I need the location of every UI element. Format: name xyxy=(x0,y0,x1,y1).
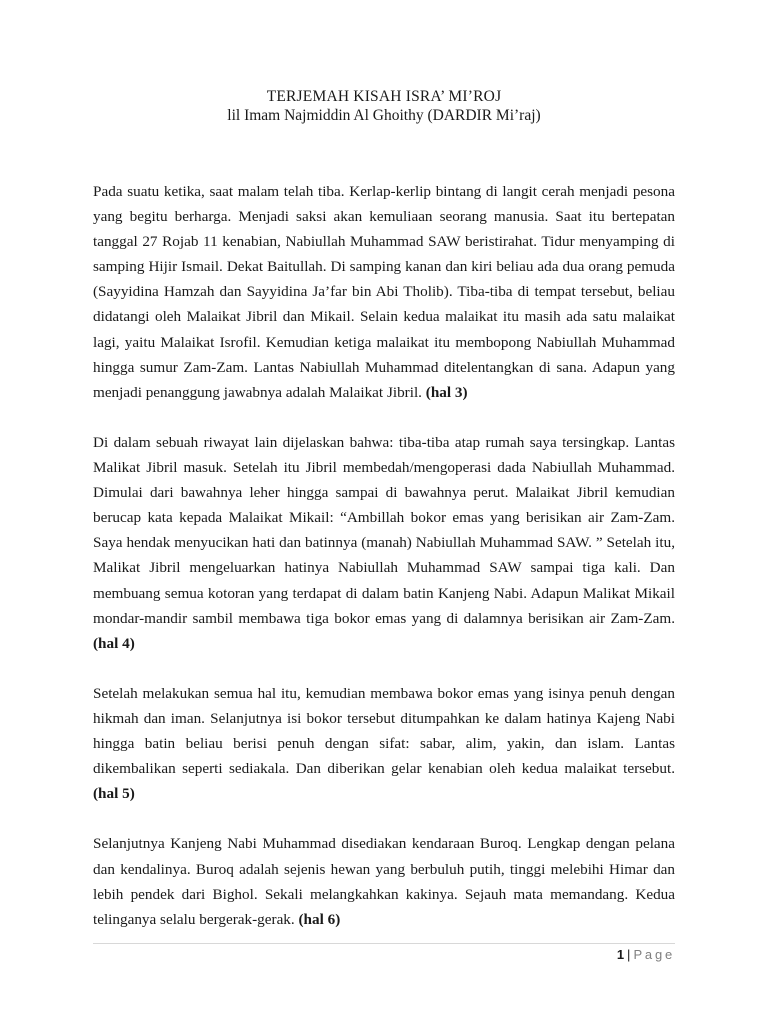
footer-separator: | xyxy=(627,947,631,962)
paragraph xyxy=(93,681,675,806)
page-label: Page xyxy=(633,947,675,962)
paragraph xyxy=(93,179,675,405)
page-reference: (hal 5) xyxy=(93,785,135,803)
paragraph-text: Pada suatu ketika, saat malam telah tiba. Kerlap-kerlip bintang di langit cerah menjadi pesona yang begitu berharga. Menjadi saksi akan kemuliaan seorang manusia. Saat itu bertepatan tanggal 27 Rojab 11 kenabian, Nabiullah Muhammad SAW beristirahat. Tidur menyamping di samping Hijir Ismail. Dekat Baitullah. Di samping kanan dan kiri beliau ada dua orang pemuda (Sayyidina Hamzah dan Sayyidina Ja’far bin Abi Tholib). Tiba-tiba di tempat tersebut, beliau didatangi oleh Malaikat Jibril dan Mikail. Selain kedua malaikat itu masih ada satu malaikat lagi, yaitu Malaikat Isrofil. Kemudian ketiga malaikat itu membopong Nabiullah Muhammad hingga sumur Zam-Zam. Lantas Nabiullah Muhammad ditelentangkan di sana. Adapun yang menjadi penanggung jawabnya adalah Malaikat Jibril. xyxy=(93,183,675,401)
page-number: 1 xyxy=(616,947,625,962)
page-reference: (hal 3) xyxy=(425,383,468,401)
page-footer xyxy=(93,946,675,964)
document-subtitle: lil Imam Najmiddin Al Ghoithy (DARDIR Mi’raj) xyxy=(227,107,541,124)
page-reference: (hal 6) xyxy=(298,910,341,928)
paragraph xyxy=(93,831,675,931)
paragraph xyxy=(93,430,675,656)
paragraph-text: Selanjutnya Kanjeng Nabi Muhammad disediakan kendaraan Buroq. Lengkap dengan pelana dan kendalinya. Buroq adalah sejenis hewan yang berbuluh putih, tinggi melebihi Himar dan lebih pendek dari Bighol. Sekali melangkahkan kakinya. Sejauh mata memandang. Kedua telinganya selalu bergerak-gerak. xyxy=(93,835,675,928)
document-body xyxy=(93,179,675,957)
paragraph-text: Di dalam sebuah riwayat lain dijelaskan bahwa: tiba-tiba atap rumah saya tersingkap. Lantas Malikat Jibril masuk. Setelah itu Jibril membedah/mengoperasi dada Nabiullah Muhammad. Dimulai dari bawahnya leher hingga sampai di bawahnya perut. Malaikat Jibril kemudian berucap kata kepada Malaikat Mikail: “Ambillah bokor emas yang berisikan air Zam-Zam. Saya hendak menyucikan hati dan batinnya (manah) Nabiullah Muhammad SAW. ” Setelah itu, Malikat Jibril mengeluarkan hatinya Nabiullah Muhammad SAW sampai tiga kali. Dan membuang semua kotoran yang terdapat di dalam batin Kanjeng Nabi. Adapun Malikat Mikail mondar-mandir sambil membawa tiga bokor emas yang di dalamnya berisikan air Zam-Zam. xyxy=(93,433,675,627)
document-title: TERJEMAH KISAH ISRA’ MI’ROJ xyxy=(266,88,502,105)
paragraph-text: Setelah melakukan semua hal itu, kemudian membawa bokor emas yang isinya penuh dengan hikmah dan iman. Selanjutnya isi bokor tersebut ditumpahkan ke dalam hatinya Kajeng Nabi hingga batin beliau berisi penuh dengan sifat: sabar, alim, yakin, dan islam. Lantas dikembalikan seperti sediakala. Dan diberikan gelar kenabian oleh kedua malaikat tersebut. xyxy=(93,684,675,778)
title-block xyxy=(93,88,675,125)
footer-divider xyxy=(93,943,675,944)
page-reference: (hal 4) xyxy=(93,634,135,652)
